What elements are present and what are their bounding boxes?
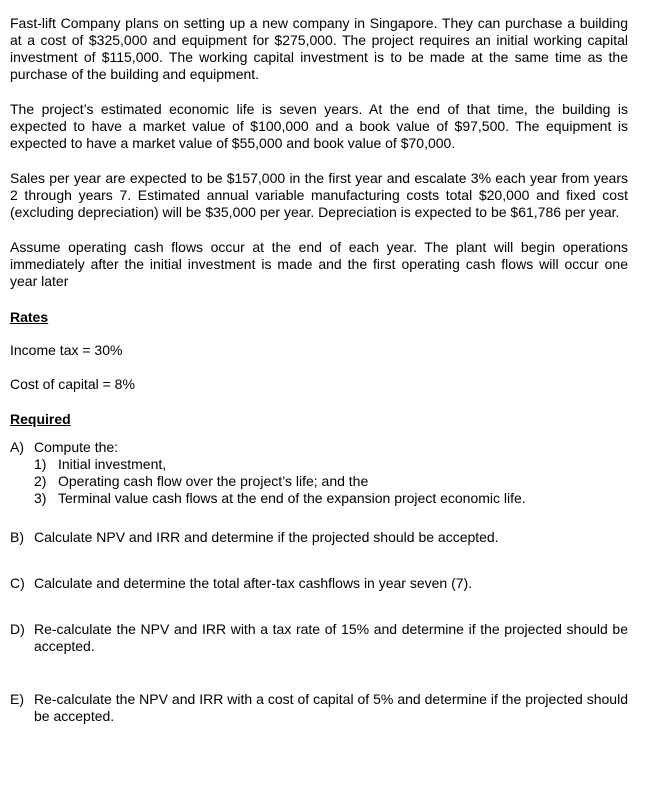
required-item-a (10, 439, 628, 507)
item-letter: E) (10, 691, 24, 707)
sub-item-number: 2) (34, 473, 47, 489)
item-text: Re-calculate the NPV and IRR with a tax rate of 15% and determine if the projected should be accepted. (34, 621, 628, 654)
required-list (10, 439, 628, 725)
sub-list (34, 456, 628, 507)
item-text: Compute the: (34, 439, 119, 455)
sub-item (34, 490, 628, 507)
required-item-e (10, 691, 628, 725)
sub-item (34, 456, 628, 473)
cash-flow-assumption-paragraph: Assume operating cash flows occur at the end of each year. The plant will begin operations immediately after the initial investment is made and the first operating cash flows will occur one year later (10, 239, 628, 289)
sub-item-number: 3) (34, 490, 47, 506)
item-letter: C) (10, 575, 25, 591)
sub-item-number: 1) (34, 456, 47, 472)
item-text: Re-calculate the NPV and IRR with a cost of capital of 5% and determine if the projected should be accepted. (34, 691, 628, 724)
income-tax-rate: Income tax = 30% (10, 342, 123, 358)
rates-heading: Rates (10, 309, 49, 325)
cost-of-capital-rate: Cost of capital = 8% (10, 376, 135, 392)
sales-costs-paragraph: Sales per year are expected to be $157,000 in the first year and escalate 3% each year from years 2 through years 7. Estimated annual variable manufacturing costs total $20,000 and fixed cost (excluding depreciation) will be $35,000 per year. Depreciation is expected to be $61,786 per year. (10, 170, 628, 220)
item-text: Calculate NPV and IRR and determine if the projected should be accepted. (34, 529, 499, 545)
item-letter: B) (10, 529, 24, 545)
sub-item (34, 473, 628, 490)
required-item-b (10, 529, 628, 546)
required-item-c (10, 575, 628, 592)
item-letter: A) (10, 439, 24, 455)
sub-item-text: Operating cash flow over the project’s life; and the (58, 473, 369, 489)
intro-paragraph: Fast-lift Company plans on setting up a new company in Singapore. They can purchase a building at a cost of $325,000 and equipment for $275,000. The project requires an initial working capital investment of $115,000. The working capital investment is to be made at the same time as the purchase of the building and equipment. (10, 15, 628, 82)
document (10, 15, 628, 725)
item-text: Calculate and determine the total after-tax cashflows in year seven (7). (34, 575, 473, 591)
sub-item-text: Initial investment, (58, 456, 167, 472)
sub-item-text: Terminal value cash flows at the end of the expansion project economic life. (58, 490, 526, 506)
item-letter: D) (10, 621, 25, 637)
required-heading: Required (10, 411, 71, 427)
required-item-d (10, 621, 628, 655)
economic-life-paragraph: The project’s estimated economic life is seven years. At the end of that time, the building is expected to have a market value of $100,000 and a book value of $97,500. The equipment is expected to have a market value of $55,000 and book value of $70,000. (10, 101, 628, 151)
